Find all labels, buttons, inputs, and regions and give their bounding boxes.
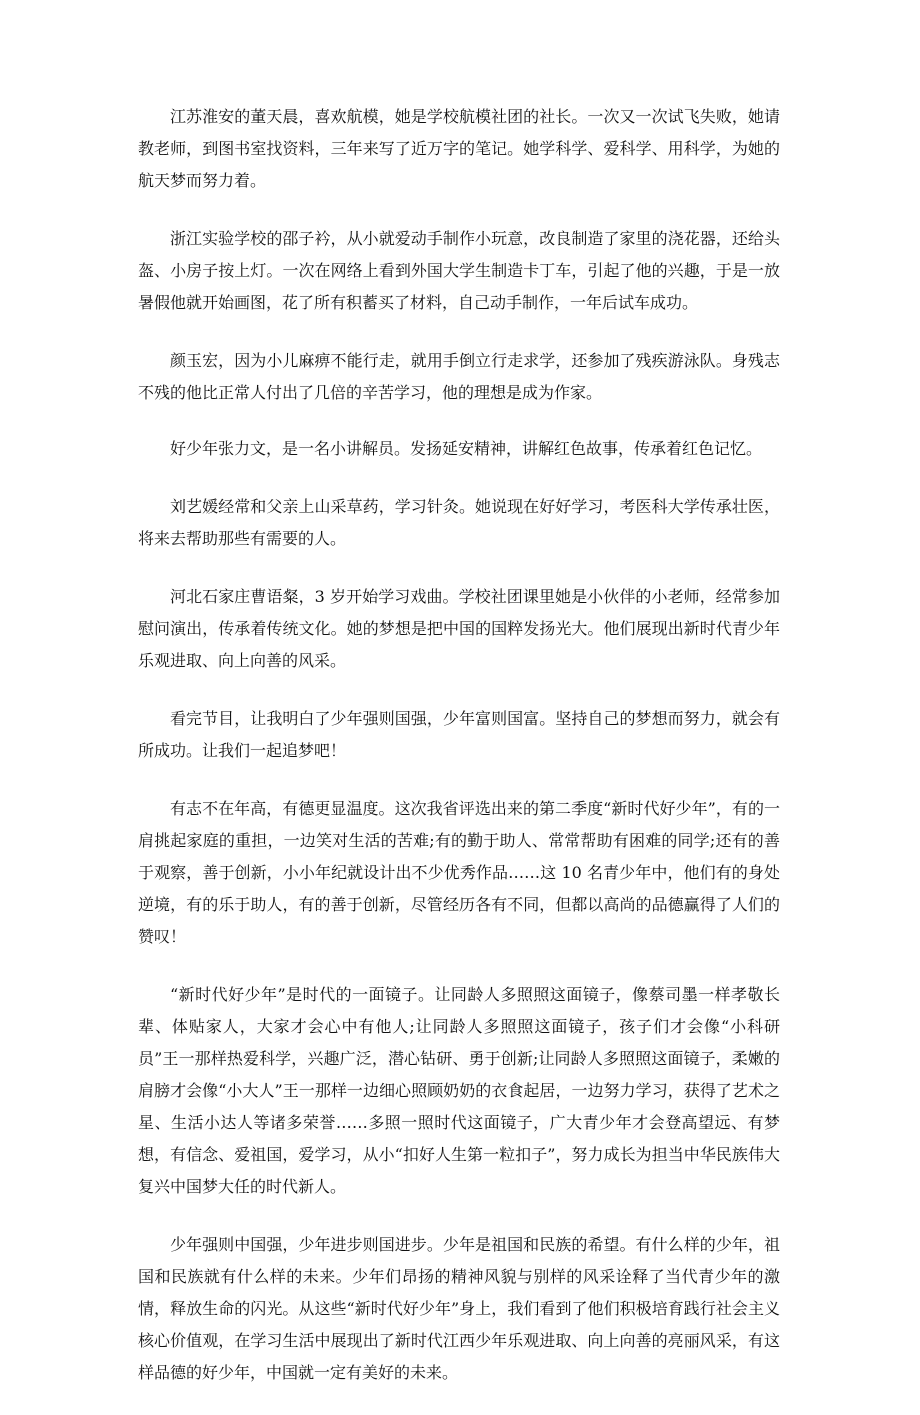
paragraph-cao-yucan: 河北石家庄曹语粲，3 岁开始学习戏曲。学校社团课里她是小伙伴的小老师，经常参加慰问演出，传承着传统文化。她的梦想是把中国的国粹发扬光大。他们展现出新时代青少年乐观进取、向上向善的风采。 xyxy=(138,587,780,670)
paragraph-zhang-liwen: 好少年张力文，是一名小讲解员。发扬延安精神，讲解红色故事，传承着红色记忆。 xyxy=(170,439,763,458)
paragraph-yan-yuhong: 颜玉宏，因为小儿麻痹不能行走，就用手倒立行走求学，还参加了残疾游泳队。身残志不残的他比正常人付出了几倍的辛苦学习，他的理想是成为作家。 xyxy=(138,351,780,402)
document-body xyxy=(138,101,780,1415)
paragraph-dong-tianchen: 江苏淮安的董天晨，喜欢航模，她是学校航模社团的社长。一次又一次试飞失败，她请教老师，到图书室找资料，三年来写了近万字的笔记。她学科学、爱科学、用科学，为她的航天梦而努力着。 xyxy=(138,107,780,190)
paragraph-liu-yiyuan: 刘艺媛经常和父亲上山采草药，学习针灸。她说现在好好学习，考医科大学传承壮医，将来去帮助那些有需要的人。 xyxy=(138,497,780,548)
paragraph-reflection: 看完节目，让我明白了少年强则国强，少年富则国富。坚持自己的梦想而努力，就会有所成功。让我们一起追梦吧！ xyxy=(138,709,780,760)
paragraph-shao-zijin: 浙江实验学校的邵子衿，从小就爱动手制作小玩意，改良制造了家里的浇花器，还给头盔、小房子按上灯。一次在网络上看到外国大学生制造卡丁车，引起了他的兴趣，于是一放暑假他就开始画图，花了所有积蓄买了材料，自己动手制作，一年后试车成功。 xyxy=(138,229,780,312)
paragraph-province-selection: 有志不在年高，有德更显温度。这次我省评选出来的第二季度“新时代好少年”，有的一肩挑起家庭的重担，一边笑对生活的苦难;有的勤于助人、常常帮助有困难的同学;还有的善于观察，善于创新，小小年纪就设计出不少优秀作品……这 10 名青少年中，他们有的身处逆境，有的乐于助人，有的善于创新，尽管经历各有不同，但都以高尚的品德赢得了人们的赞叹！ xyxy=(138,799,780,946)
paragraph-mirror-of-the-times: “新时代好少年”是时代的一面镜子。让同龄人多照照这面镜子，像蔡司墨一样孝敬长辈、体贴家人，大家才会心中有他人;让同龄人多照照这面镜子，孩子们才会像“小科研员”王一那样热爱科学，兴趣广泛，潜心钻研、勇于创新;让同龄人多照照这面镜子，柔嫩的肩膀才会像“小大人”王一那样一边细心照顾奶奶的衣食起居，一边努力学习，获得了艺术之星、生活小达人等诸多荣誉……多照一照时代这面镜子，广大青少年才会登高望远、有梦想，有信念、爱祖国，爱学习，从小“扣好人生第一粒扣子”，努力成长为担当中华民族伟大复兴中国梦大任的时代新人。 xyxy=(138,985,780,1196)
paragraph-conclusion: 少年强则中国强，少年进步则国进步。少年是祖国和民族的希望。有什么样的少年，祖国和民族就有什么样的未来。少年们昂扬的精神风貌与别样的风采诠释了当代青少年的激情，释放生命的闪光。从这些“新时代好少年”身上，我们看到了他们积极培育践行社会主义核心价值观，在学习生活中展现出了新时代江西少年乐观进取、向上向善的亮丽风采，有这样品德的好少年，中国就一定有美好的未来。 xyxy=(138,1235,780,1382)
